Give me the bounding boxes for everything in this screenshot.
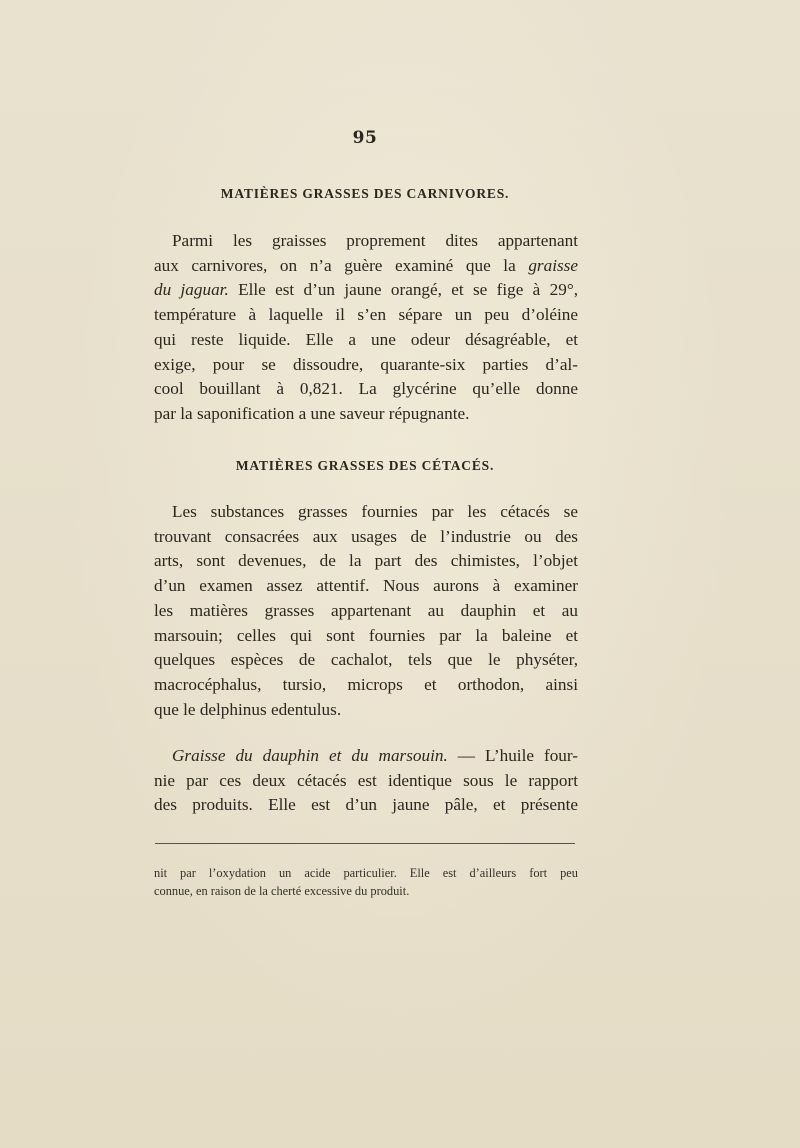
italic-term: du jaguar. [154, 280, 229, 300]
text-line: quelques espèces de cachalot, tels que le physéter, [154, 650, 578, 670]
footnote-line: connue, en raison de la cherté excessive du produit. [154, 884, 410, 898]
text-line: exige, pour se dissoudre, quarante-six parties d’al- [154, 354, 578, 374]
text-line: qui reste liquide. Elle a une odeur désagréable, et [154, 329, 578, 349]
text-line: Les substances grasses fournies par les cétacés se [172, 502, 578, 521]
italic-term: graisse [528, 255, 578, 275]
text-line: nie par ces deux cétacés est identique sous le rapport [154, 770, 578, 790]
text-line: d’un examen assez attentif. Nous aurons à examiner [154, 576, 578, 596]
footnote-divider [155, 843, 575, 844]
paragraph-cetaces [154, 500, 578, 722]
text-line: Graisse du dauphin et du marsouin. — L’huile four- [172, 746, 578, 765]
text-line: que le delphinus edentulus. [154, 699, 342, 719]
text-line: cool bouillant à 0,821. La glycérine qu’elle donne [154, 379, 578, 399]
page-number: 95 [352, 128, 378, 148]
footnote-line: nit par l’oxydation un acide particulier. Elle est d’ailleurs fort peu [154, 866, 578, 880]
text-line: les matières grasses appartenant au dauphin et au [154, 600, 578, 620]
footnote [154, 864, 578, 900]
text-line: aux carnivores, on n’a guère examiné que la graisse [154, 255, 578, 275]
text-line: des produits. Elle est d’un jaune pâle, et présente [154, 795, 578, 815]
text-line: marsouin; celles qui sont fournies par la baleine et [154, 625, 578, 645]
paragraph-carnivores [154, 229, 578, 427]
text-line: température à laquelle il s’en sépare un peu d’oléine [154, 305, 578, 325]
text-line: trouvant consacrées aux usages de l’industrie ou des [154, 526, 578, 546]
text-line: du jaguar. Elle est d’un jaune orangé, et se fige à 29°, [154, 280, 579, 300]
text-line: par la saponification a une saveur répugnante. [154, 403, 470, 423]
text-line: arts, sont devenues, de la part des chimistes, l’objet [154, 551, 578, 571]
section-heading-cetaces: MATIÈRES GRASSES DES CÉTACÉS. [235, 458, 495, 473]
italic-subheading: Graisse du dauphin et du marsouin. [172, 746, 448, 765]
text-line: macrocéphalus, tursio, microps et orthodon, ainsi [154, 674, 578, 694]
paragraph-dauphin-marsouin [154, 744, 578, 818]
section-heading-carnivores: MATIÈRES GRASSES DES CARNIVORES. [220, 186, 510, 201]
text-line: Parmi les graisses proprement dites appartenant [172, 231, 578, 250]
